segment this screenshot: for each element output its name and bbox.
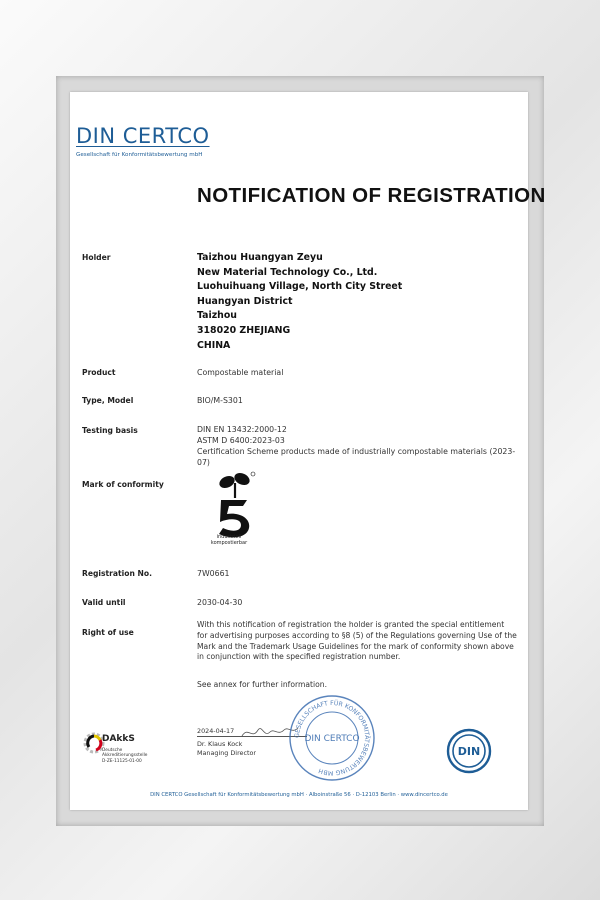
mark-caption-line: industriell <box>216 534 242 540</box>
registration-value: 7W0661 <box>197 569 230 578</box>
testing-basis-values <box>197 424 528 468</box>
holder-line: New Material Technology Co., Ltd. <box>197 266 378 278</box>
valid-until-value: 2030-04-30 <box>197 598 243 607</box>
type-model-value: BIO/M-S301 <box>197 396 243 405</box>
logo-text: DIN CERTCO <box>76 124 210 148</box>
din-logo-icon <box>446 728 492 774</box>
dakks-line: D-ZE-11125-01-00 <box>102 758 142 764</box>
dakks-details <box>102 748 147 764</box>
signatory <box>197 740 256 758</box>
registration-label: Registration No. <box>82 569 153 578</box>
compostable-seedling-mark-icon <box>205 470 269 542</box>
holder-label: Holder <box>82 253 111 262</box>
din-certco-logo <box>76 126 210 147</box>
dakks-line: Akkreditierungsstelle <box>102 753 148 759</box>
din-logo-text: DIN <box>457 745 481 758</box>
right-of-use-label: Right of use <box>82 628 134 637</box>
valid-until-label: Valid until <box>82 598 126 607</box>
holder-address <box>197 251 402 353</box>
testing-basis-label: Testing basis <box>82 426 138 435</box>
holder-line: Luohuihuang Village, North City Street <box>197 281 403 293</box>
holder-line: Taizhou <box>197 310 237 322</box>
signatory-role: Managing Director <box>197 749 257 757</box>
annex-note: See annex for further information. <box>197 680 328 689</box>
stamp-ring-text: GESELLSCHAFT FÜR KONFORMITÄTSBEWERTUNG MBH <box>293 699 371 777</box>
signatory-name: Dr. Klaus Kock <box>197 740 243 748</box>
testing-basis-line: Certification Scheme products made of industrially compostable materials (2023-07) <box>197 447 516 467</box>
testing-basis-line: DIN EN 13432:2000-12 <box>197 425 287 434</box>
type-model-label: Type, Model <box>82 396 134 405</box>
stamp-center-text: DIN CERTCO <box>304 734 360 744</box>
mark-label: Mark of conformity <box>82 480 164 489</box>
signature-date: 2024-04-17 <box>197 727 235 735</box>
product-label: Product <box>82 368 116 377</box>
holder-line: Taizhou Huangyan Zeyu <box>197 252 323 263</box>
page-title: NOTIFICATION OF REGISTRATION <box>197 184 546 207</box>
holder-line: CHINA <box>197 339 231 351</box>
official-stamp-icon <box>288 694 376 782</box>
mark-caption <box>200 534 258 546</box>
footer-address: DIN CERTCO Gesellschaft für Konformitätsbewertung mbH · Alboinstraße 56 · D-12103 Berlin · www.dincertco.de <box>150 792 448 798</box>
holder-line: Huangyan District <box>197 295 293 307</box>
logo-subtitle: Gesellschaft für Konformitätsbewertung mbH <box>76 152 203 158</box>
product-value: Compostable material <box>197 368 284 377</box>
right-of-use-text: With this notification of registration the holder is granted the special entitlement for advertising purposes according to §8 (5) of the Regulations governing Use of the Mark and the Trademark Usage Guidelines for the mark of conformity shown above in conjunction with the specified registration number. <box>197 620 517 662</box>
mark-caption-line: kompostierbar <box>210 540 248 546</box>
dakks-line: Deutsche <box>102 748 123 753</box>
testing-basis-line: ASTM D 6400:2023-03 <box>197 436 285 445</box>
dakks-name: DAkkS <box>102 734 135 744</box>
certificate-paper <box>70 92 546 810</box>
holder-line: 318020 ZHEJIANG <box>197 324 291 336</box>
